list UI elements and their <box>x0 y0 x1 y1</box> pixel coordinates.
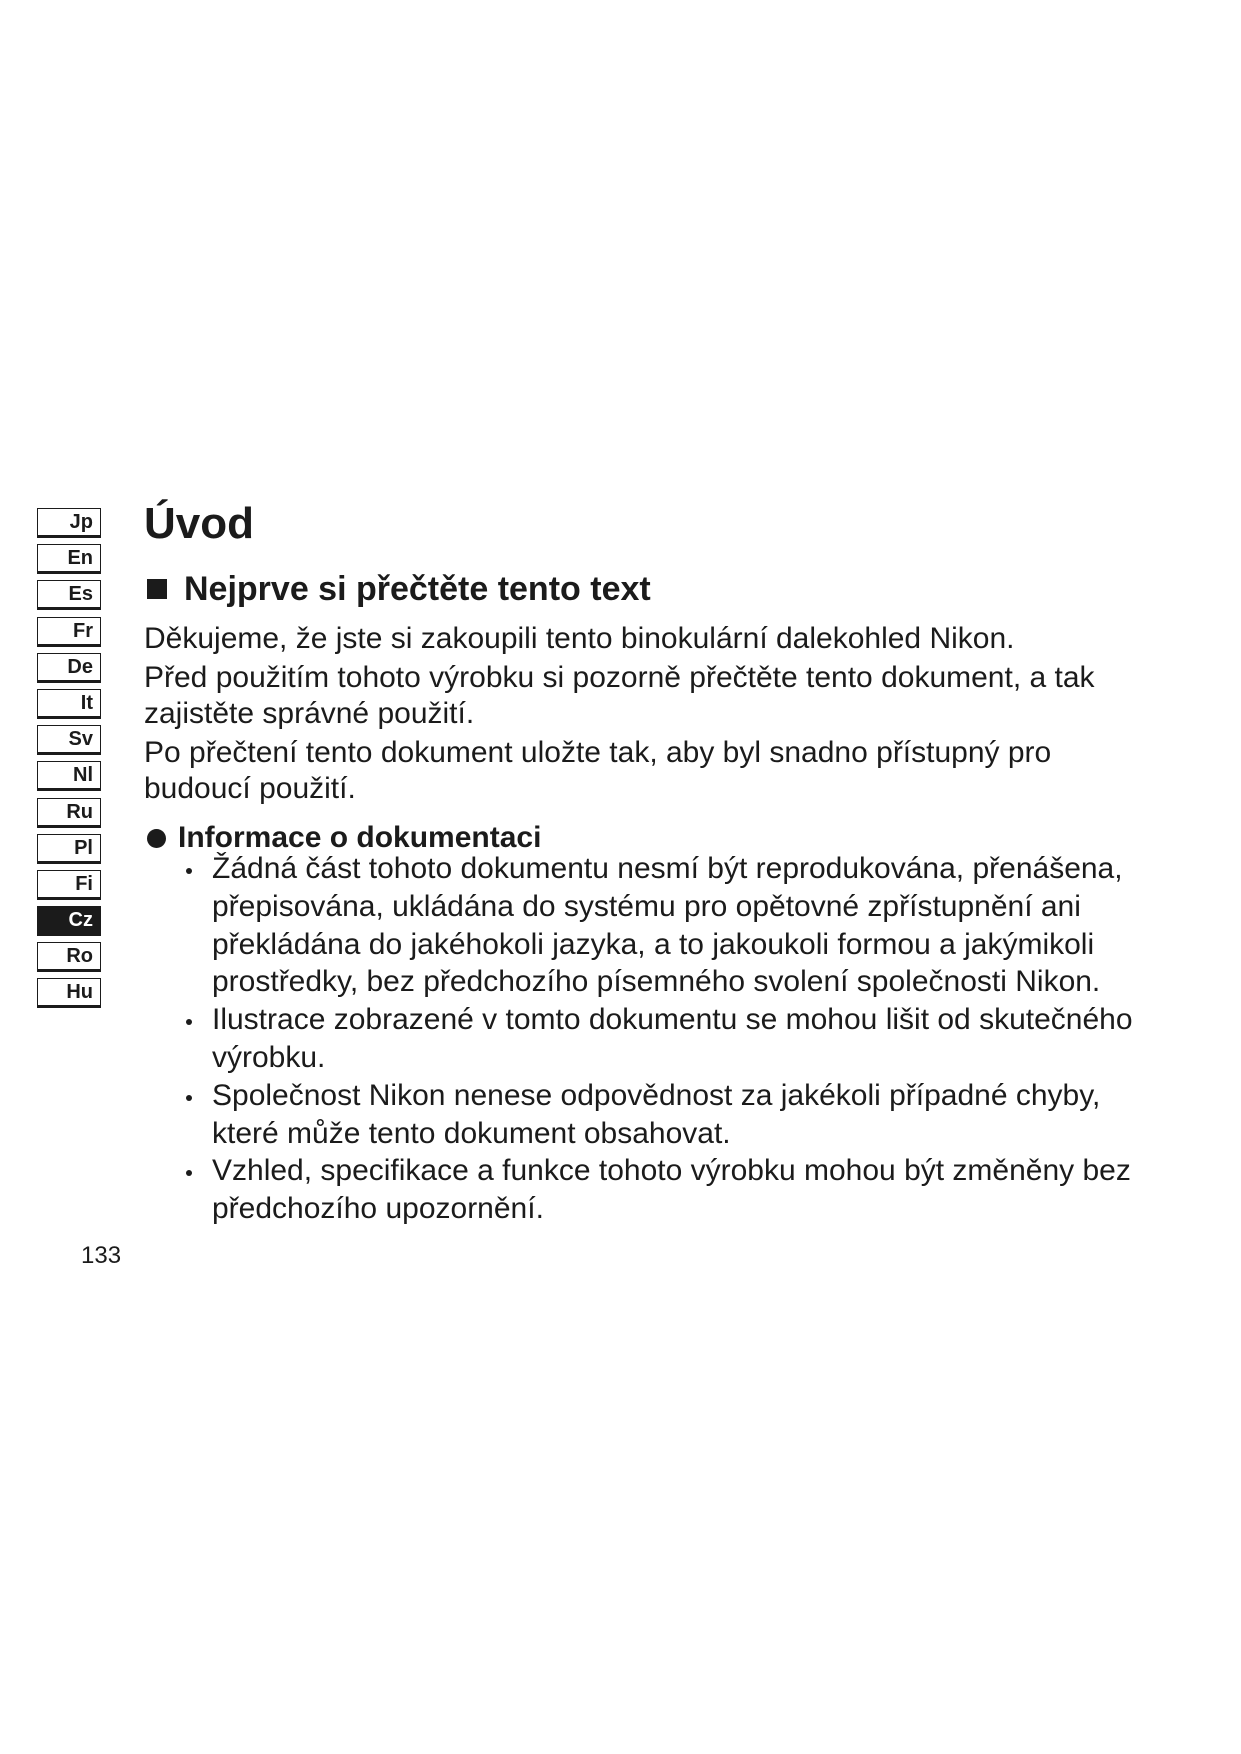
language-tab-pl: Pl <box>37 834 101 864</box>
list-item-line: Vzhled, specifikace a funkce tohoto výrobku mohou být změněny bez <box>212 1154 1131 1188</box>
language-tabs <box>37 508 101 1015</box>
list-item <box>186 1001 1133 1077</box>
list-item-line: Žádná část tohoto dokumentu nesmí být reprodukována, přenášena, <box>212 852 1123 885</box>
bullet-icon <box>186 868 192 874</box>
paragraph-line: budoucí použití. <box>144 772 356 805</box>
language-tab-sv: Sv <box>37 725 101 755</box>
section-heading: Nejprve si přečtěte tento text <box>184 570 651 608</box>
paragraph-line: Po přečtení tento dokument uložte tak, aby byl snadno přístupný pro <box>144 736 1052 769</box>
language-tab-jp: Jp <box>37 508 101 538</box>
list-item <box>186 1152 1133 1228</box>
black-square-icon <box>147 579 167 599</box>
language-tab-fi: Fi <box>37 870 101 900</box>
language-tab-ru: Ru <box>37 798 101 828</box>
documentation-info-heading: Informace o dokumentaci <box>178 821 542 854</box>
language-tab-es: Es <box>37 580 101 610</box>
list-item-line: předchozího upozornění. <box>212 1192 544 1226</box>
list-item-line: Ilustrace zobrazené v tomto dokumentu se mohou lišit od skutečného <box>212 1003 1133 1037</box>
page-number: 133 <box>81 1242 122 1269</box>
language-tab-ro: Ro <box>37 942 101 972</box>
language-tab-nl: Nl <box>37 761 101 791</box>
bullet-icon <box>186 1019 192 1025</box>
language-tab-hu: Hu <box>37 978 101 1008</box>
language-tab-it: It <box>37 689 101 719</box>
language-tab-en: En <box>37 544 101 574</box>
language-tab-fr: Fr <box>37 617 101 647</box>
list-item-line: výrobku. <box>212 1040 326 1074</box>
list-item-line: překládána do jakéhokoli jazyka, a to jakoukoli formou a jakýmikoli <box>212 927 1095 961</box>
paragraph <box>144 735 1095 807</box>
list-item-line: které může tento dokument obsahovat. <box>212 1116 731 1150</box>
page-title: Úvod <box>144 499 254 548</box>
intro-text <box>144 621 1095 810</box>
paragraph <box>144 621 1095 657</box>
language-tab-de: De <box>37 653 101 683</box>
list-item-line: Společnost Nikon nenese odpovědnost za jakékoli případné chyby, <box>212 1078 1101 1112</box>
paragraph-line: zajistěte správné použití. <box>144 697 475 730</box>
list-item <box>186 850 1133 1001</box>
paragraph <box>144 660 1095 732</box>
list-item-line: prostředky, bez předchozího písemného svolení společnosti Nikon. <box>212 965 1101 999</box>
language-tab-cz: Cz <box>37 906 101 936</box>
list-item-line: přepisována, ukládána do systému pro opětovné zpřístupnění ani <box>212 889 1081 923</box>
documentation-info-list <box>186 850 1133 1228</box>
bullet-icon <box>186 1095 192 1101</box>
bullet-icon <box>186 1170 192 1176</box>
black-circle-icon <box>147 829 166 848</box>
paragraph-line: Před použitím tohoto výrobku si pozorně přečtěte tento dokument, a tak <box>144 661 1095 694</box>
paragraph-line: Děkujeme, že jste si zakoupili tento binokulární dalekohled Nikon. <box>144 622 1015 655</box>
list-item <box>186 1077 1133 1153</box>
